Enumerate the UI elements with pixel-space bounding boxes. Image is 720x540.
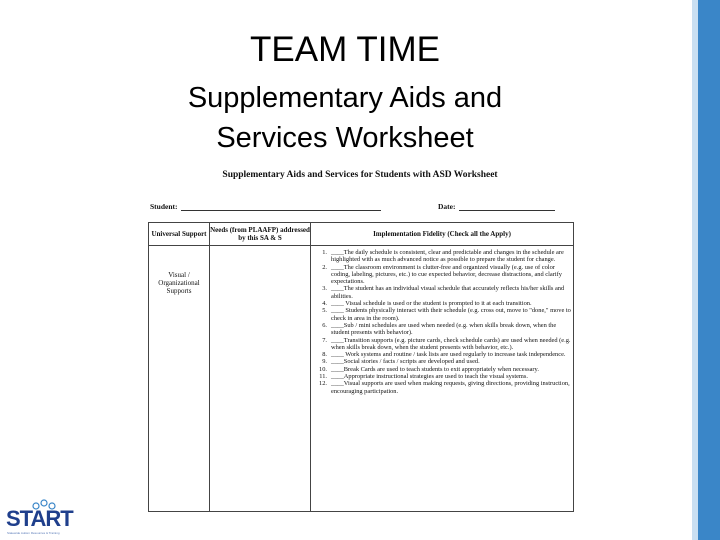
column-divider bbox=[209, 245, 210, 511]
checklist-item bbox=[313, 264, 571, 286]
fidelity-checklist bbox=[313, 249, 571, 395]
checklist-item bbox=[313, 307, 571, 322]
logo-wordmark: START bbox=[6, 506, 73, 531]
side-accent-bar bbox=[692, 0, 720, 540]
item-text: ____ Students physically interact with their schedule (e.g. cross out, move to "done," move to check in area in the room). bbox=[331, 307, 571, 322]
header-needs: Needs (from PLAAFP) addressed by this SA & S bbox=[210, 223, 311, 245]
item-text: ____Break Cards are used to teach students to exit appropriately when necessary. bbox=[331, 365, 539, 373]
checklist-item bbox=[313, 380, 571, 395]
student-field bbox=[150, 202, 381, 211]
checklist-item bbox=[313, 285, 571, 300]
item-number: 5. bbox=[322, 307, 327, 315]
item-number: 3. bbox=[322, 285, 327, 293]
item-number: 12. bbox=[319, 380, 327, 388]
item-number: 4. bbox=[322, 300, 327, 308]
checklist-item bbox=[313, 351, 571, 358]
checklist-item bbox=[313, 322, 571, 337]
checklist-item bbox=[313, 300, 571, 307]
worksheet-title: Supplementary Aids and Services for Students with ASD Worksheet bbox=[222, 170, 498, 180]
item-text: ____Sub / mini schedules are used when needed (e.g. when skills break down, when the student presents with behavior). bbox=[331, 321, 557, 337]
column-divider bbox=[310, 245, 311, 511]
item-text: ____Social stories / facts / scripts are developed and used. bbox=[331, 358, 480, 366]
checklist-item bbox=[313, 366, 571, 373]
logo-tagline: Statewide Autism Resources & Training bbox=[7, 531, 60, 535]
item-number: 6. bbox=[322, 321, 327, 329]
date-field bbox=[438, 202, 555, 211]
item-text: ____Visual supports are used when making requests, giving directions, providing instruction, encouraging participation. bbox=[331, 380, 570, 395]
student-label: Student: bbox=[150, 202, 178, 211]
table-header bbox=[149, 223, 573, 246]
checklist-item bbox=[313, 373, 571, 380]
worksheet-table bbox=[148, 222, 574, 512]
item-text: ____Appropriate instructional strategies are used to teach the visual systems. bbox=[331, 373, 528, 381]
item-number: 2. bbox=[322, 263, 327, 271]
item-number: 8. bbox=[322, 351, 327, 359]
worksheet-image bbox=[144, 166, 576, 514]
header-implementation-fidelity: Implementation Fidelity (Check all the Apply) bbox=[373, 230, 511, 238]
checklist-item bbox=[313, 249, 571, 264]
support-name: Visual / Organizational Supports bbox=[158, 271, 200, 295]
item-number: 9. bbox=[322, 358, 327, 366]
date-label: Date: bbox=[438, 202, 456, 211]
student-line bbox=[181, 202, 381, 211]
date-line bbox=[459, 202, 555, 211]
item-text: ____The classroom environment is clutter-free and organized visually (e.g. use of color coding, labeling, pictures, etc.) to cue expected behavior, decrease distractions, and clarify expectations. bbox=[331, 263, 562, 286]
item-number: 1. bbox=[322, 249, 327, 256]
item-number: 10. bbox=[319, 365, 327, 373]
checklist-item bbox=[313, 337, 571, 352]
checklist-item bbox=[313, 358, 571, 365]
subtitle-line-1: Supplementary Aids and bbox=[187, 82, 503, 114]
item-text: ____Transition supports (e.g. picture cards, check schedule cards) are used when needed (e.g. when skills break down, when the student presents with behavior, etc.). bbox=[331, 336, 571, 351]
item-number: 7. bbox=[322, 336, 327, 344]
item-text: ____The daily schedule is consistent, clear and predictable and changes in the schedule are highlighted with as much advanced notice as possible to prepare the student for change. bbox=[331, 249, 564, 264]
slide-subtitle bbox=[0, 78, 690, 158]
item-number: 11. bbox=[319, 373, 327, 381]
header-universal-support: Universal Support bbox=[149, 223, 210, 245]
item-text: ____ Work systems and routine / task lists are used regularly to increase task independence. bbox=[331, 351, 566, 359]
start-logo bbox=[6, 498, 76, 538]
item-text: ____ Visual schedule is used or the student is prompted to it at each transition. bbox=[331, 300, 532, 308]
item-text: ____The student has an individual visual schedule that accurately reflects his/her skills and abilities. bbox=[331, 285, 565, 300]
subtitle-line-2: Services Worksheet bbox=[216, 122, 474, 154]
slide-title: TEAM TIME bbox=[250, 30, 440, 69]
